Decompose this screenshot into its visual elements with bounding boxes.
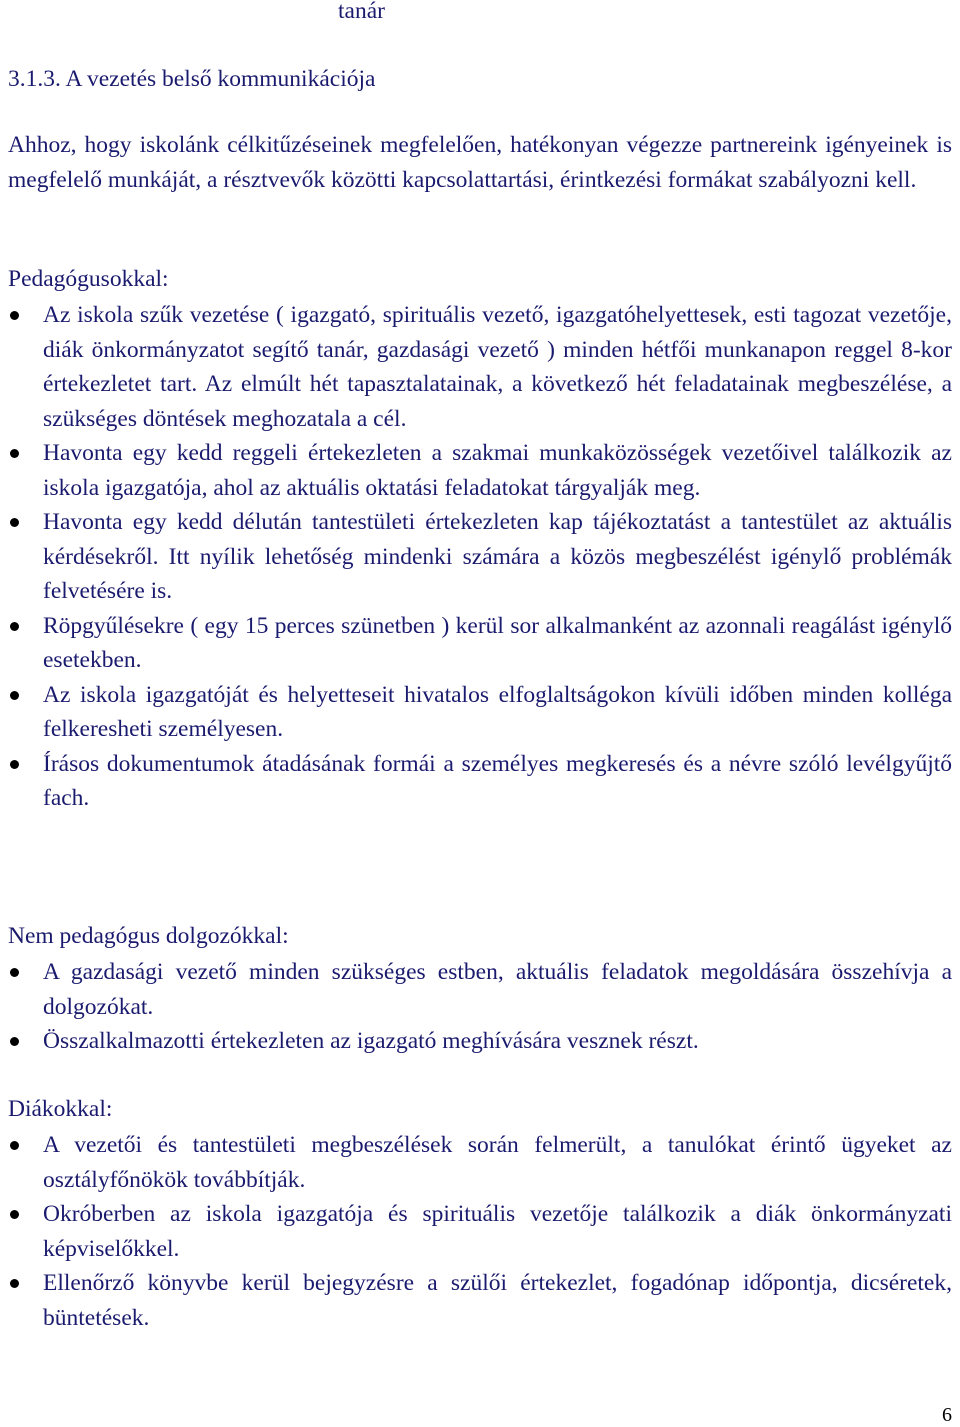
bullet-icon: [10, 1141, 19, 1150]
teachers-list: [0, 298, 952, 816]
bullet-icon: [10, 1279, 19, 1288]
list-item: A vezetői és tantestületi megbeszélések során felmerült, a tanulókat érintő ügyeket az osztályfőnökök továbbítják.: [0, 1128, 952, 1197]
bullet-icon: [10, 1037, 19, 1046]
list-item: Írásos dokumentumok átadásának formái a személyes megkeresés és a névre szóló levélgyűjtő fach.: [0, 747, 952, 816]
top-text-fragment: tanár: [338, 0, 385, 24]
non-teaching-staff-list: [0, 955, 952, 1059]
list-item: Okróberben az iskola igazgatója és spirituális vezetője találkozik a diák önkormányzati képviselőkkel.: [0, 1197, 952, 1266]
list-item: A gazdasági vezető minden szükséges estben, aktuális feladatok megoldására összehívja a dolgozókat.: [0, 955, 952, 1024]
bullet-icon: [10, 449, 19, 458]
group-label-students: Diákokkal:: [8, 1096, 113, 1122]
bullet-icon: [10, 622, 19, 631]
intro-paragraph: Ahhoz, hogy iskolánk célkitűzéseinek megfelelően, hatékonyan végezze partnereink igényeinek is megfelelő munkáját, a résztvevők közötti kapcsolattartási, érintkezési formákat szabályozni kell.: [8, 132, 952, 193]
bullet-icon: [10, 518, 19, 527]
bullet-icon: [10, 691, 19, 700]
group-label-teachers: Pedagógusokkal:: [8, 266, 169, 292]
list-item: Röpgyűlésekre ( egy 15 perces szünetben ) kerül sor alkalmanként az azonnali reagálást igénylő esetekben.: [0, 609, 952, 678]
bullet-icon: [10, 760, 19, 769]
section-heading: 3.1.3. A vezetés belső kommunikációja: [8, 66, 376, 92]
group-label-non-teaching-staff: Nem pedagógus dolgozókkal:: [8, 923, 289, 949]
list-item: Az iskola igazgatóját és helyetteseit hivatalos elfoglaltságokon kívüli időben minden kolléga felkeresheti személyesen.: [0, 678, 952, 747]
bullet-icon: [10, 1210, 19, 1219]
list-item: Összalkalmazotti értekezleten az igazgató meghívására vesznek részt.: [0, 1024, 952, 1059]
bullet-icon: [10, 311, 19, 320]
students-list: [0, 1128, 952, 1335]
list-item: Havonta egy kedd reggeli értekezleten a szakmai munkaközösségek vezetőivel találkozik az iskola igazgatója, ahol az aktuális oktatási feladatokat tárgyalják meg.: [0, 436, 952, 505]
page-number: 6: [942, 1404, 952, 1426]
bullet-icon: [10, 968, 19, 977]
list-item: Ellenőrző könyvbe kerül bejegyzésre a szülői értekezlet, fogadónap időpontja, dicséretek, büntetések.: [0, 1266, 952, 1335]
list-item: Havonta egy kedd délután tantestületi értekezleten kap tájékoztatást a tantestület az aktuális kérdésekről. Itt nyílik lehetőség mindenki számára a közös megbeszélést igénylő problémák felvetésére is.: [0, 505, 952, 609]
list-item: Az iskola szűk vezetése ( igazgató, spirituális vezető, igazgatóhelyettesek, esti tagozat vezetője, diák önkormányzatot segítő tanár, gazdasági vezető ) minden hétfői munkanapon reggel 8-kor értekezletet tart. Az elmúlt hét tapasztalatainak, a következő hét feladatainak megbeszélése, a szükséges döntések meghozatala a cél.: [0, 298, 952, 436]
